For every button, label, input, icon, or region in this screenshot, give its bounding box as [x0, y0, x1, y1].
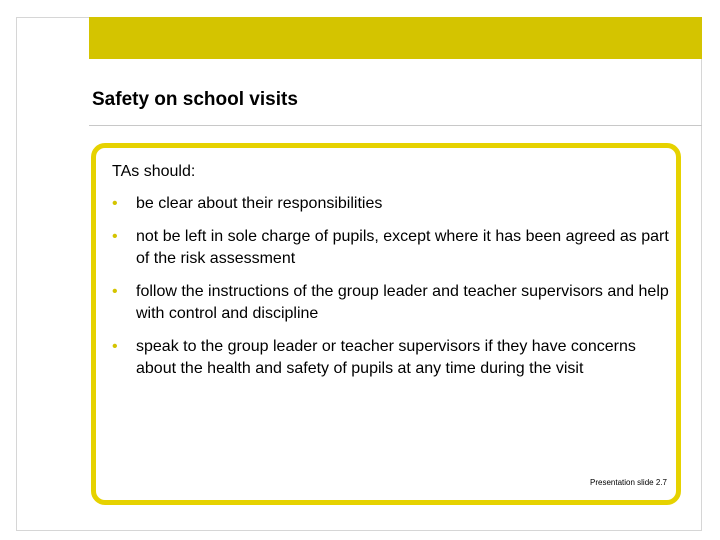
bullet-item: [112, 193, 672, 215]
bullet-icon: •: [112, 283, 118, 300]
bullet-item: [112, 281, 672, 325]
bullet-icon: •: [112, 195, 118, 212]
title-divider: [89, 125, 702, 126]
bullet-item: [112, 226, 672, 270]
intro-text: TAs should:: [112, 163, 196, 180]
bullet-text: follow the instructions of the group leader and teacher supervisors and help with control and discipline: [136, 283, 669, 322]
bullet-icon: •: [112, 338, 118, 355]
slide-title: Safety on school visits: [92, 89, 298, 110]
slide-number-label: Presentation slide 2.7: [590, 478, 667, 487]
bullet-text: be clear about their responsibilities: [136, 195, 383, 212]
bullet-item: [112, 336, 672, 380]
bullet-text: not be left in sole charge of pupils, except where it has been agreed as part of the risk assessment: [136, 228, 669, 267]
header-band: [89, 17, 702, 59]
bullet-icon: •: [112, 228, 118, 245]
bullet-text: speak to the group leader or teacher supervisors if they have concerns about the health and safety of pupils at any time during the visit: [136, 338, 636, 377]
bullet-list: [112, 193, 672, 391]
